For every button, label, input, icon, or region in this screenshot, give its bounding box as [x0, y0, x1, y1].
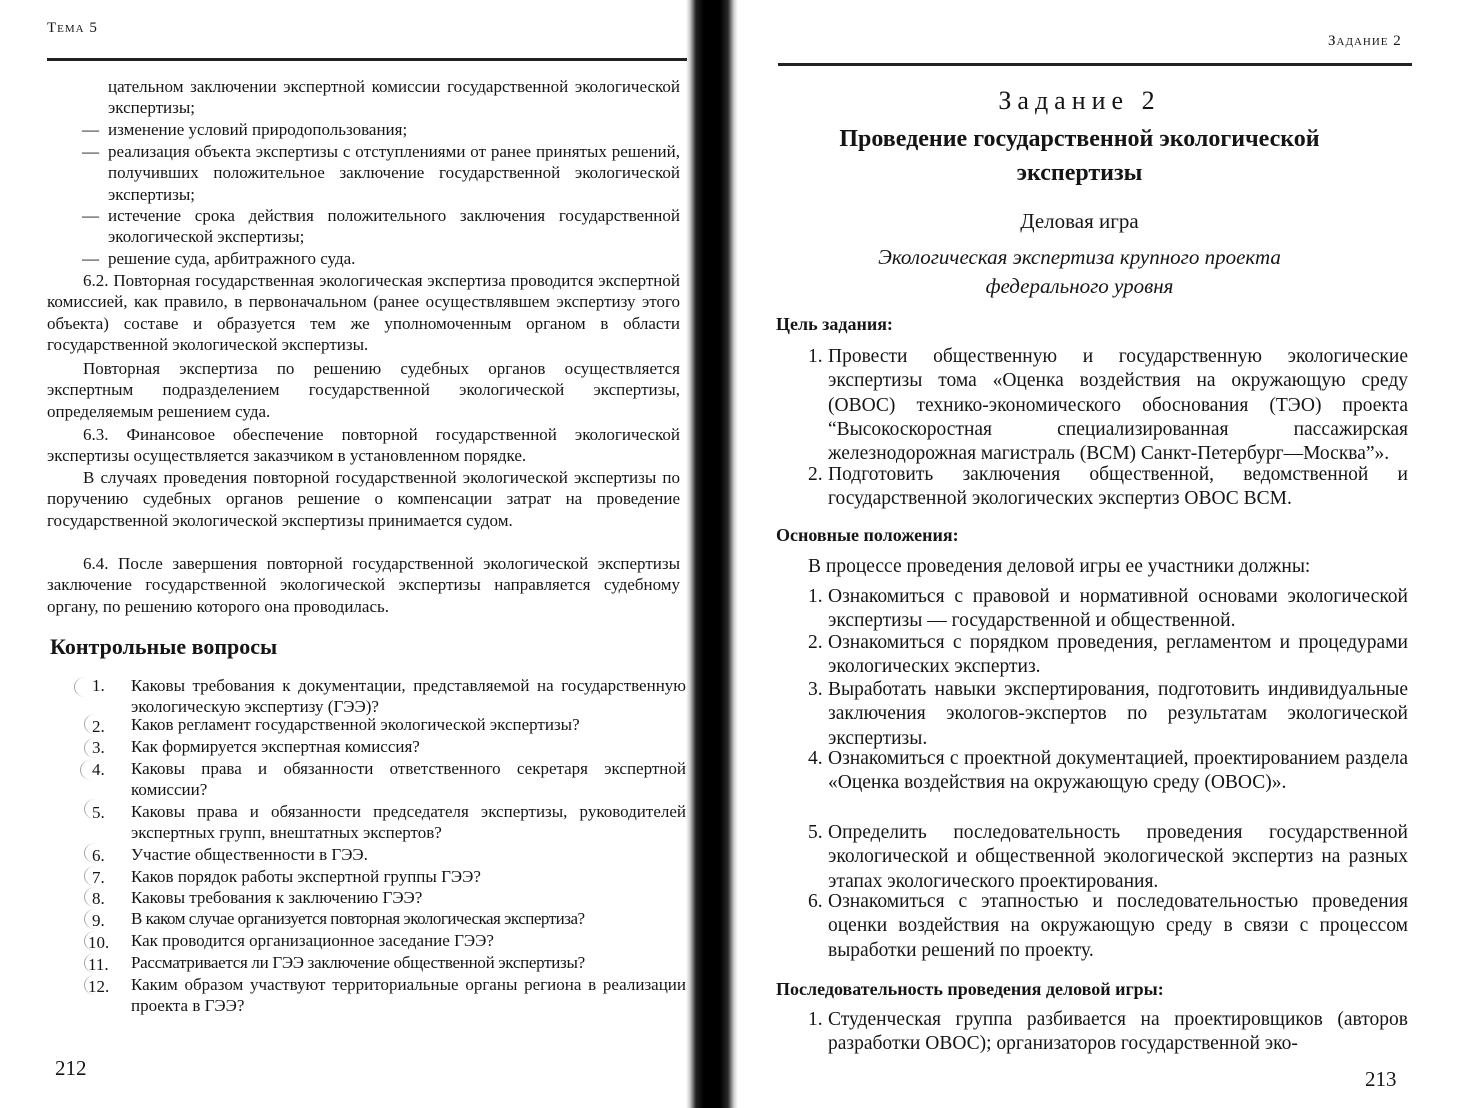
paragraph: 6.3. Финансовое обеспечение повторной государственной экологической экспертизы осуществляется заказчиком в установленном порядке. — [47, 425, 680, 466]
italic-line2: федерального уровня — [985, 274, 1174, 298]
question-number: 10. — [88, 933, 110, 952]
task-title-line2: экспертизы — [1016, 160, 1143, 186]
basics-intro: В процессе проведения деловой игры ее участники должны: — [808, 556, 1311, 577]
paragraph: 6.2. Повторная государственная экологическая экспертиза проводится экспертной комиссией, как правило, в первоначальном (ранее осуществлявшем экспертизу этого объекта) составе и образуется тем же уполномоченным органом в области государственной экологической экспертизы. — [47, 271, 680, 355]
question-text: Каков регламент государственной экологической экспертизы? — [131, 715, 580, 734]
page-number-right: 213 — [1365, 1067, 1397, 1091]
basics-number: 4. — [808, 748, 823, 769]
basics-number: 6. — [808, 891, 823, 912]
intro-text: цательном заключении экспертной комиссии государственной экологической экспертизы; — [108, 77, 680, 118]
task-subtitle: Деловая игра — [1020, 209, 1139, 233]
goal-heading: Цель задания: — [776, 314, 893, 334]
italic-line1: Экологическая экспертиза крупного проекта — [878, 245, 1281, 269]
running-head-left: Тема 5 — [47, 20, 98, 36]
paragraph: В случаях проведения повторной государственной экологической экспертизы по поручению судебных органов решение о компенсации затрат на проведение государственной экологической экспертизы принимается судом. — [47, 468, 680, 530]
task-title-line1: Проведение государственной экологической — [839, 126, 1320, 152]
sequence-heading: Последовательность проведения деловой игры: — [776, 979, 1164, 999]
basics-number: 3. — [808, 679, 823, 700]
page-number-left: 212 — [55, 1056, 87, 1080]
question-text: Каковы требования к документации, представляемой на государственную экологическую экспертизу (ГЭЭ)? — [131, 676, 686, 717]
question-text: Рассматривается ли ГЭЭ заключение общественной экспертизы? — [131, 953, 585, 972]
sequence-item: Студенческая группа разбивается на проектировщиков (авторов разработки ОВОС); организаторов государственной эко- — [828, 1009, 1408, 1055]
task-label: Задание 2 — [998, 86, 1161, 115]
question-text: Каковы права и обязанности председателя экспертизы, руководителей экспертных групп, внештатных экспертов? — [131, 802, 686, 843]
question-text: Участие общественности в ГЭЭ. — [131, 845, 368, 864]
dash-item: решение суда, арбитражного суда. — [108, 249, 356, 268]
basics-number: 1. — [808, 586, 823, 607]
dash-marker: — — [82, 120, 99, 139]
dash-marker: — — [82, 142, 99, 161]
question-text: Каков порядок работы экспертной группы ГЭЭ? — [131, 867, 481, 886]
basics-item: Ознакомиться с порядком проведения, регламентом и процедурами экологических экспертиз. — [828, 632, 1408, 678]
header-rule — [47, 58, 687, 61]
dash-item: изменение условий природопользования; — [108, 120, 408, 139]
dash-marker: — — [82, 206, 99, 225]
paragraph: 6.4. После завершения повторной государственной экологической экспертизы заключение государственной экологической экспертизы направляется судебному органу, по решению которого она проводилась. — [47, 554, 680, 616]
section-title: Контрольные вопросы — [50, 634, 278, 659]
question-number: 12. — [88, 977, 110, 996]
dash-item: истечение срока действия положительного заключения государственной экологической экспертизы; — [108, 206, 680, 247]
running-head-right: Задание 2 — [1328, 33, 1402, 49]
dash-item: реализация объекта экспертизы с отступлениями от ранее принятых решений, получивших положительное заключение государственной экологической экспертизы; — [108, 142, 680, 204]
question-number: 11. — [88, 955, 109, 974]
question-text: Как формируется экспертная комиссия? — [131, 737, 420, 756]
basics-heading: Основные положения: — [776, 525, 959, 545]
question-text: Каким образом участвуют территориальные органы региона в реализации проекта в ГЭЭ? — [131, 975, 686, 1016]
question-number: 4. — [92, 760, 105, 779]
question-text: Каковы права и обязанности ответственного секретаря экспертной комиссии? — [131, 759, 686, 800]
question-number: 3. — [92, 738, 105, 757]
question-number: 5. — [92, 803, 105, 822]
question-text: Как проводится организационное заседание ГЭЭ? — [131, 931, 494, 950]
right-page — [740, 0, 1459, 1108]
goal-item: Провести общественную и государственную экологические экспертизы тома «Оценка воздействия на окружающую среду (ОВОС) технико-экономического обоснования (ТЭО) проекта “Высокоскоростная специализированная пассажирская железнодорожная магистраль (ВСМ) Санкт-Петербург—Москва”». — [828, 346, 1408, 465]
question-number: 1. — [92, 676, 105, 695]
question-number: 9. — [92, 911, 105, 930]
header-rule — [778, 63, 1412, 66]
question-number: 6. — [92, 846, 105, 865]
question-text: Каковы требования к заключению ГЭЭ? — [131, 888, 423, 907]
sequence-number: 1. — [808, 1009, 823, 1030]
basics-item: Определить последовательность проведения государственной экологической и общественной экологической экспертиз на разных этапах экологического проектирования. — [828, 822, 1408, 892]
goal-number: 2. — [808, 464, 823, 485]
question-number: 2. — [92, 717, 105, 736]
question-number: 8. — [92, 889, 105, 908]
basics-item: Ознакомиться с правовой и нормативной основами экологической экспертизы — государственной и общественной. — [828, 586, 1408, 632]
basics-item: Ознакомиться с этапностью и последовательностью проведения оценки воздействия на окружающую среду в связи с процессом выработки решений по проекту. — [828, 891, 1408, 961]
basics-item: Выработать навыки экспертирования, подготовить индивидуальные заключения экологов-экспертов по результатам экологической экспертизы. — [828, 679, 1408, 749]
paragraph: Повторная экспертиза по решению судебных органов осуществляется экспертным подразделением государственной экологической экспертизы, определяемым решением суда. — [47, 359, 680, 421]
left-page — [0, 0, 700, 1108]
basics-number: 5. — [808, 822, 823, 843]
question-number: 7. — [92, 868, 105, 887]
dash-marker: — — [82, 249, 99, 268]
goal-number: 1. — [808, 346, 823, 367]
basics-item: Ознакомиться с проектной документацией, проектированием раздела «Оценка воздействия на окружающую среду (ОВОС)». — [828, 748, 1408, 794]
basics-number: 2. — [808, 632, 823, 653]
question-text: В каком случае организуется повторная экологическая экспертиза? — [131, 909, 585, 928]
goal-item: Подготовить заключения общественной, ведомственной и государственной экологических экспертиз ОВОС ВСМ. — [828, 464, 1408, 510]
